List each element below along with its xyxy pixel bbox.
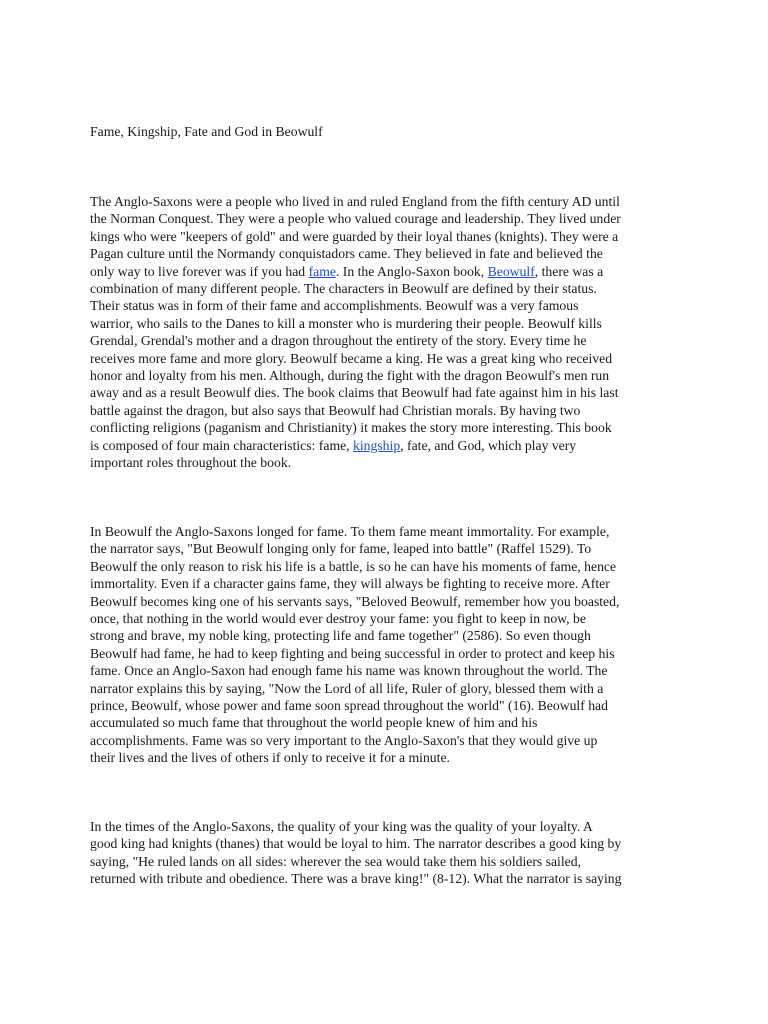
text-line: narrator explains this by saying, "Now the Lord of all life, Ruler of glory, blessed them with a <box>90 680 604 696</box>
text-line: In Beowulf the Anglo-Saxons longed for fame. To them fame meant immortality. For example, <box>90 524 610 539</box>
paragraph-fame <box>90 523 690 767</box>
text-run: is composed of four main characteristics: fame, <box>90 437 354 453</box>
text-line: Beowulf becomes king one of his servants says, "Beloved Beowulf, remember how you boasted, <box>90 593 620 609</box>
text-line: Their status was in form of their fame and accomplishments. Beowulf was a very famous <box>90 298 579 314</box>
text-run: , there was a <box>534 263 604 279</box>
paragraph-kingship <box>90 818 690 888</box>
text-line: strong and brave, my noble king, protecting life and fame together" (2586). So even though <box>90 628 591 644</box>
text-run: only way to live forever was if you had <box>90 263 309 279</box>
text-line: prince, Beowulf, whose power and fame soon spread throughout the world" (16). Beowulf had <box>90 698 608 714</box>
text-line: the Norman Conquest. They were a people who valued courage and leadership. They lived under <box>90 211 621 227</box>
text-line: battle against the dragon, but also says that Beowulf had Christian morals. By having two <box>90 402 581 418</box>
text-line: accomplishments. Fame was so very important to the Anglo-Saxon's that they would give up <box>90 732 598 748</box>
text-line: Grendal, Grendal's mother and a dragon throughout the entirety of the story. Every time he <box>90 333 587 349</box>
text-line <box>90 437 690 454</box>
document-title: Fame, Kingship, Fate and God in Beowulf <box>90 124 323 139</box>
text-line: Pagan culture until the Normandy conquistadors came. They believed in fate and believed the <box>90 246 603 262</box>
text-line: combination of many different people. The characters in Beowulf are defined by their status. <box>90 281 597 297</box>
text-line: warrior, who sails to the Danes to kill a monster who is murdering their people. Beowulf kills <box>90 315 602 331</box>
text-line: fame. Once an Anglo-Saxon had enough fame his name was known throughout the world. The <box>90 663 608 679</box>
text-line: good king had knights (thanes) that would be loyal to him. The narrator describes a good king by <box>90 836 622 852</box>
text-line: the narrator says, "But Beowulf longing only for fame, leaped into battle" (Raffel 1529). To <box>90 541 592 557</box>
text-line: Beowulf the only reason to risk his life is a battle, is so he can have his moments of fame, hence <box>90 558 617 574</box>
text-line: In the times of the Anglo-Saxons, the quality of your king was the quality of your loyalty. A <box>90 819 593 834</box>
text-line: their lives and the lives of others if only to receive it for a minute. <box>90 750 450 766</box>
text-line: kings who were "keepers of gold" and were guarded by their loyal thanes (knights). They were a <box>90 228 619 244</box>
text-line: honor and loyalty from his men. Although, during the fight with the dragon Beowulf's men run <box>90 368 610 384</box>
text-line: accumulated so much fame that throughout the world people knew of him and his <box>90 715 538 731</box>
text-line: away and as a result Beowulf dies. The book claims that Beowulf had fate against him in his last <box>90 385 619 401</box>
text-line: receives more fame and more glory. Beowulf became a king. He was a great king who received <box>90 350 613 366</box>
link-fame[interactable]: fame <box>308 263 336 279</box>
text-line: saying, "He ruled lands on all sides: wherever the sea would take them his soldiers sailed, <box>90 853 581 869</box>
text-line: once, that nothing in the world would ever destroy your fame: you fight to keep in now, be <box>90 611 586 627</box>
link-kingship[interactable]: kingship <box>353 437 401 453</box>
link-beowulf[interactable]: Beowulf <box>487 263 535 279</box>
text-line <box>90 263 690 280</box>
text-line: Beowulf had fame, he had to keep fighting and being successful in order to protect and keep his <box>90 645 615 661</box>
paragraph-intro <box>90 193 690 472</box>
text-line: The Anglo-Saxons were a people who lived in and ruled England from the fifth century AD until <box>90 194 620 209</box>
text-line: conflicting religions (paganism and Christianity) it makes the story more interesting. This book <box>90 420 612 436</box>
text-run: , fate, and God, which play very <box>400 437 577 453</box>
text-line: immortality. Even if a character gains fame, they will always be fighting to receive more. After <box>90 576 610 592</box>
text-line: important roles throughout the book. <box>90 455 292 471</box>
text-line: returned with tribute and obedience. There was a brave king!" (8-12). What the narrator is saying <box>90 871 622 887</box>
text-run: . In the Anglo-Saxon book, <box>335 263 488 279</box>
